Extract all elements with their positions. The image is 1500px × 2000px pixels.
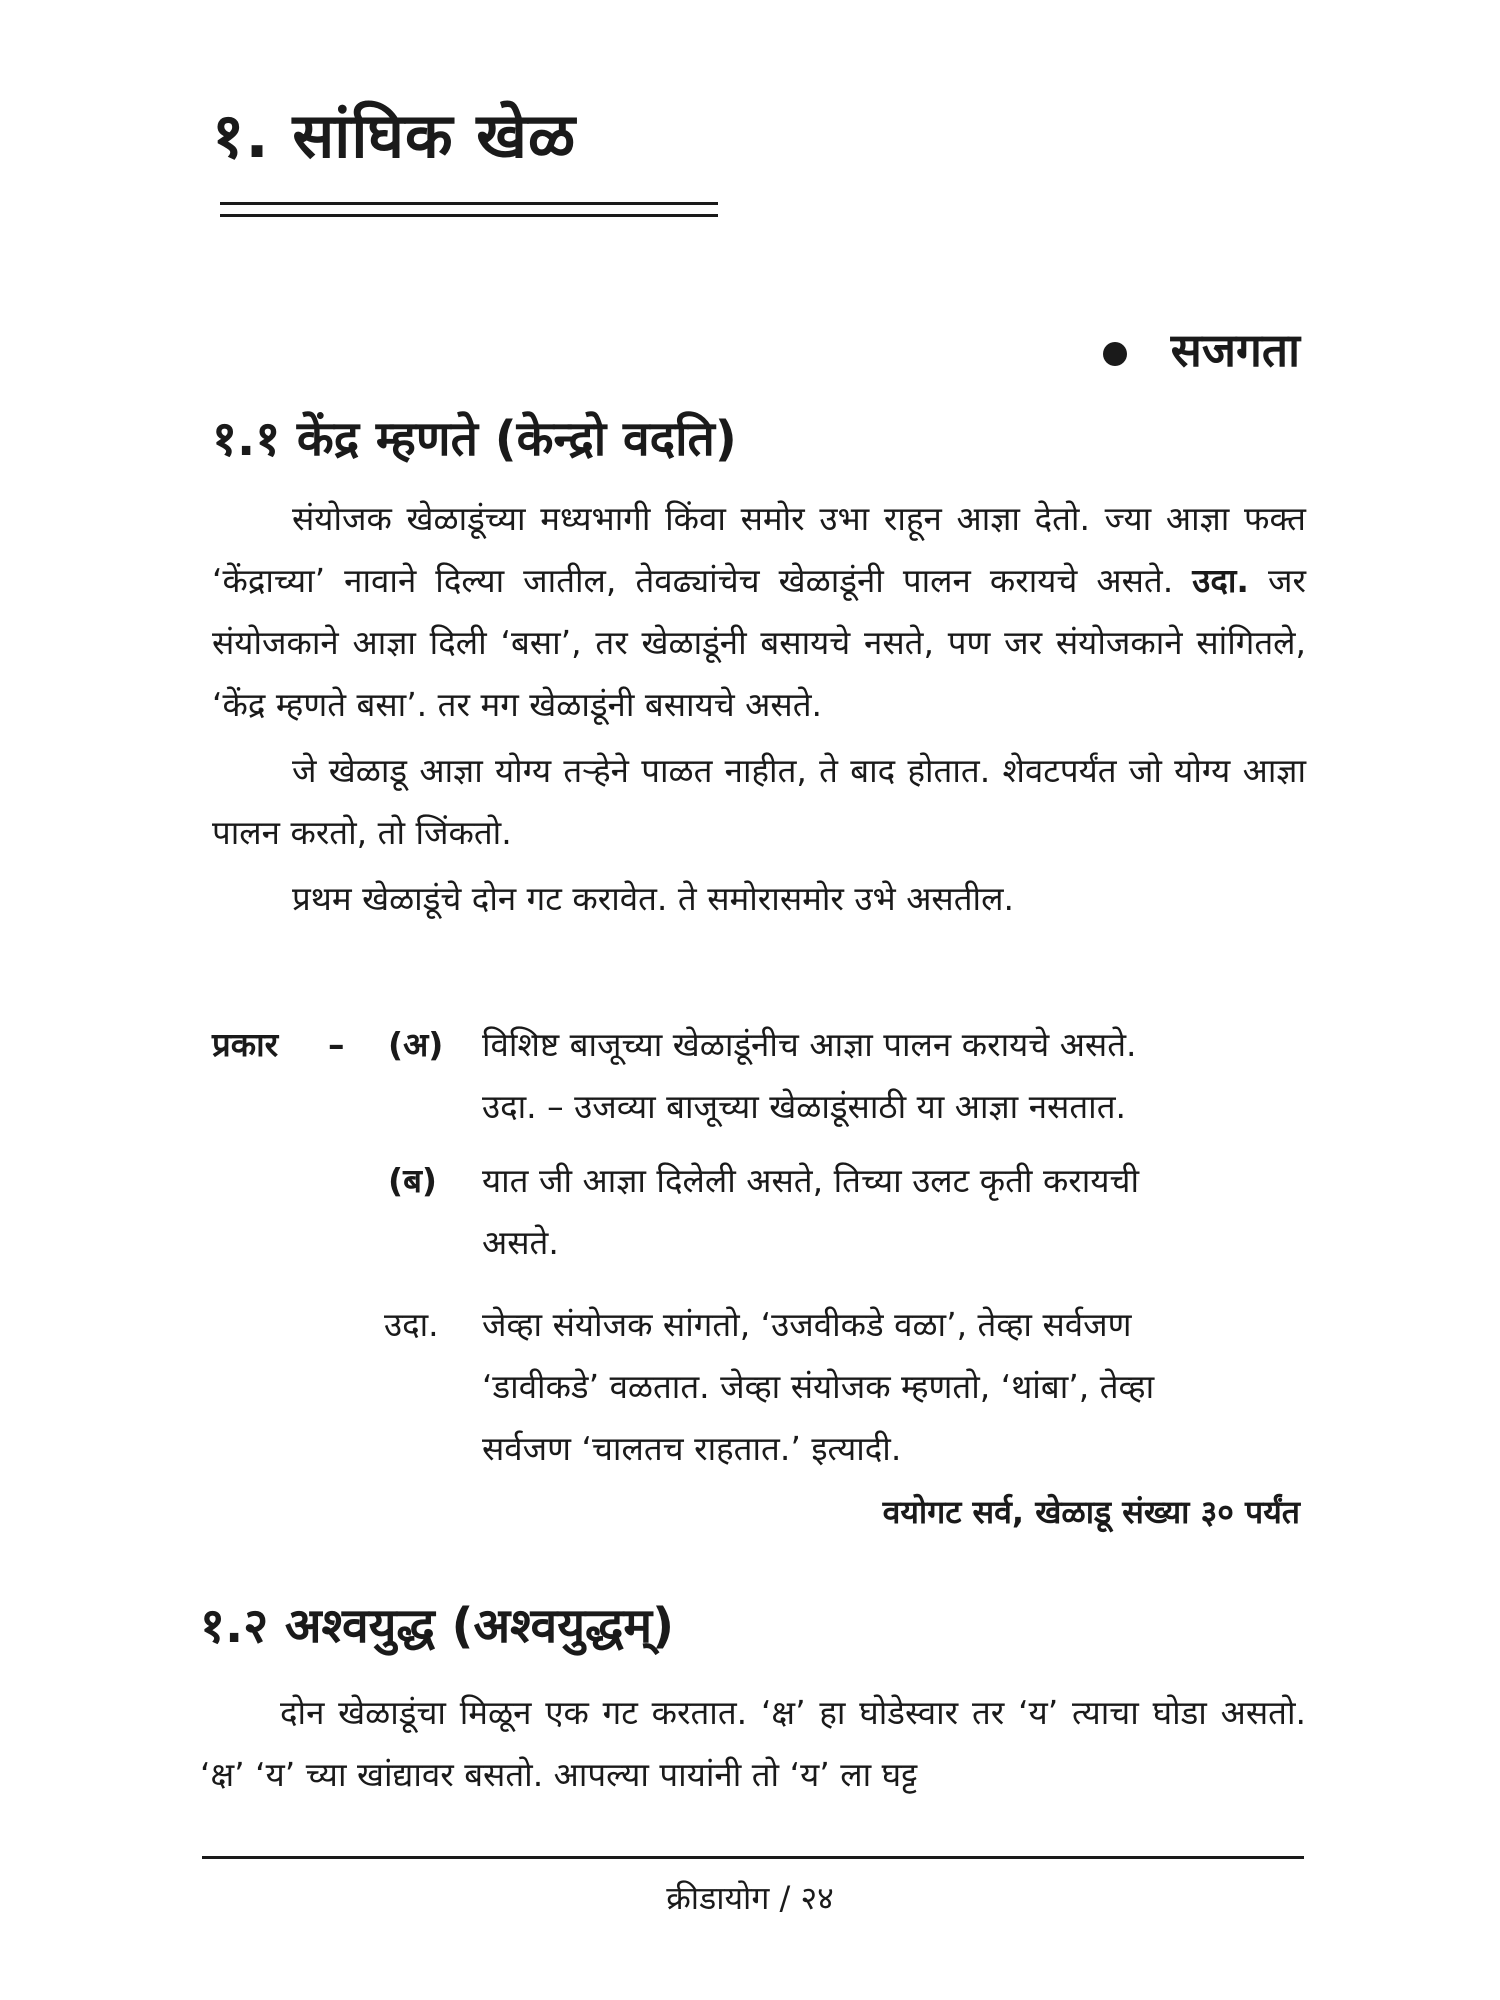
type-a-line-1: विशिष्ट बाजूच्या खेळाडूंनीच आज्ञा पालन करायचे असते. xyxy=(482,1025,1137,1064)
type-a-line-2: उदा. – उजव्या बाजूच्या खेळाडूंसाठी या आज्ञा नसतात. xyxy=(482,1087,1126,1126)
bullet-icon xyxy=(1103,342,1127,366)
section-1-para-3: प्रथम खेळाडूंचे दोन गट करावेत. ते समोरासमोर उभे असतील. xyxy=(292,879,1014,918)
title-underline-top xyxy=(220,202,718,205)
section-1-para-2: जे खेळाडू आज्ञा योग्य तऱ्हेने पाळत नाहीत, ते बाद होतात. शेवटपर्यंत जो योग्य आज्ञा पालन करतो, तो जिंकतो. xyxy=(212,751,1306,852)
section-2-para-1: दोन खेळाडूंचा मिळून एक गट करतात. ‘क्ष’ हा घोडेस्वार तर ‘य’ त्याचा घोडा असतो. ‘क्ष’ ‘य’ च्या खांद्यावर बसतो. आपल्या पायांनी तो ‘य’ ला घट्ट xyxy=(200,1693,1306,1794)
type-b-label: (ब) xyxy=(388,1161,438,1200)
type-b-line-1: यात जी आज्ञा दिलेली असते, तिच्या उलट कृती करायची xyxy=(482,1161,1139,1200)
footer-rule xyxy=(202,1856,1304,1859)
type-a-label: (अ) xyxy=(388,1025,444,1064)
para-1-example-label: उदा. xyxy=(1192,561,1249,600)
example-line-2: ‘डावीकडे’ वळतात. जेव्हा संयोजक म्हणतो, ‘थांबा’, तेव्हा xyxy=(482,1367,1155,1406)
section-1-para-1 xyxy=(212,488,1306,736)
type-b-line-2: असते. xyxy=(482,1223,559,1262)
page-footer: क्रीडायोग / २४ xyxy=(666,1879,834,1917)
section-2-body xyxy=(200,1682,1306,1806)
para-1-text-b: जर संयोजकाने आज्ञा दिली ‘बसा’, तर खेळाडूंनी बसायचे नसते, पण जर संयोजकाने सांगितले, ‘केंद्र म्हणते बसा’. तर मग खेळाडूंनी बसायचे असते. xyxy=(212,561,1306,724)
topic-tag xyxy=(1103,318,1300,380)
title-underline-bottom xyxy=(220,214,718,217)
section-1-meta: वयोगट सर्व, खेळाडू संख्या ३० पर्यंत xyxy=(882,1493,1300,1531)
example-line-3: सर्वजण ‘चालतच राहतात.’ इत्यादी. xyxy=(482,1429,902,1468)
example-line-1: जेव्हा संयोजक सांगतो, ‘उजवीकडे वळा’, तेव्हा सर्वजण xyxy=(482,1305,1132,1344)
section-1-body xyxy=(212,488,1306,930)
section-2-heading: १.२ अश्वयुद्ध (अश्वयुद्धम्) xyxy=(200,1598,675,1654)
section-1-heading: १.१ केंद्र म्हणते (केन्द्रो वदति) xyxy=(212,411,737,467)
types-dash: – xyxy=(328,1025,345,1064)
example-label: उदा. xyxy=(384,1305,439,1344)
topic-tag-label: सजगता xyxy=(1170,323,1300,377)
chapter-title: १. सांघिक खेळ xyxy=(212,99,577,172)
types-label: प्रकार xyxy=(212,1025,279,1064)
para-1-text-a: संयोजक खेळाडूंच्या मध्यभागी किंवा समोर उभा राहून आज्ञा देतो. ज्या आज्ञा फक्त ‘केंद्राच्या’ नावाने दिल्या जातील, तेवढ्यांचेच खेळाडूंनी पालन करायचे असते. xyxy=(212,499,1306,600)
